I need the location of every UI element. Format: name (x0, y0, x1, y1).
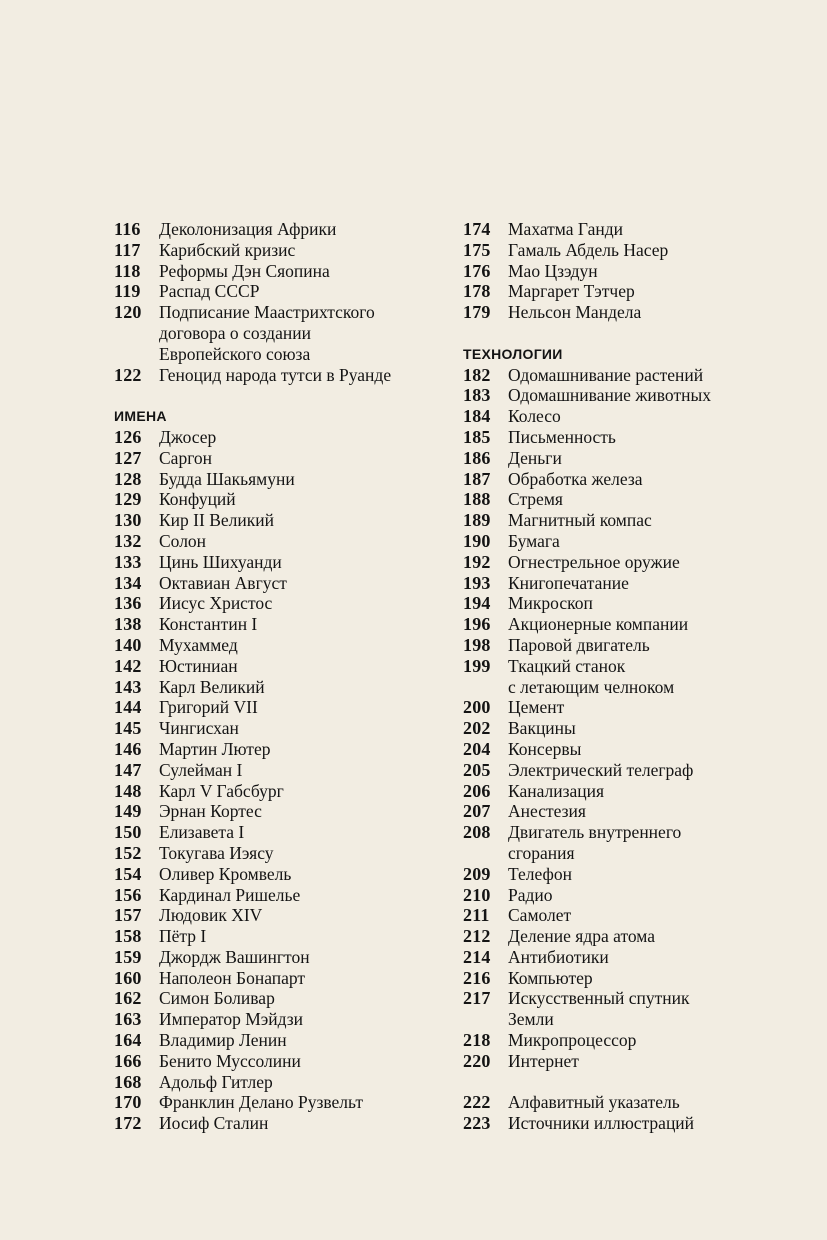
entry-title: Елизавета I (159, 822, 245, 843)
toc-entry (463, 281, 813, 302)
toc-entry (114, 614, 444, 635)
page-number: 216 (463, 967, 491, 988)
entry-title: Деколонизация Африки (159, 219, 337, 239)
toc-list-names (114, 427, 444, 1134)
page-number: 149 (114, 801, 142, 822)
entry-title: Кардинал Ришелье (159, 884, 301, 905)
entry-title: Радио (508, 884, 553, 905)
page-number: 126 (114, 426, 142, 447)
entry-title: Анестезия (508, 801, 586, 822)
section-heading-technologies: ТЕХНОЛОГИИ (463, 345, 563, 362)
entry-title: Махатма Ганди (508, 219, 623, 239)
entry-title: Токугава Иэясу (159, 842, 274, 863)
page-number: 163 (114, 1009, 142, 1030)
page-number: 156 (114, 884, 142, 905)
toc-entry (114, 1051, 444, 1072)
entry-title: Владимир Ленин (159, 1030, 287, 1051)
page-number: 158 (114, 926, 142, 947)
toc-entry (463, 1051, 813, 1072)
page-number: 222 (463, 1092, 491, 1113)
toc-entry (114, 760, 444, 781)
toc-entry (114, 1072, 444, 1093)
toc-entry (114, 1030, 444, 1051)
page-number: 144 (114, 697, 142, 718)
toc-list-names-continued (463, 219, 813, 323)
page-number: 146 (114, 738, 142, 759)
toc-entry (463, 864, 813, 885)
entry-title: Деньги (508, 447, 562, 468)
entry-title: Карибский кризис (159, 239, 296, 260)
toc-entry (463, 219, 813, 240)
toc-entry (114, 635, 444, 656)
entry-title: Сулейман I (159, 759, 243, 780)
entry-title: Микроскоп (508, 593, 593, 614)
entry-title: Распад СССР (159, 281, 260, 302)
page-number: 117 (114, 239, 141, 260)
entry-title: Геноцид народа тутси в Руанде (159, 364, 392, 385)
entry-title: Ткацкий станок с летающим челноком (508, 655, 675, 697)
page-number: 187 (463, 468, 491, 489)
toc-entry (463, 365, 813, 386)
page-number: 159 (114, 946, 142, 967)
page-number: 185 (463, 426, 491, 447)
entry-title: Иосиф Сталин (159, 1113, 269, 1134)
page-number: 136 (114, 593, 142, 614)
entry-title: Мартин Лютер (159, 738, 271, 759)
page-number: 152 (114, 842, 142, 863)
toc-entry (463, 469, 813, 490)
entry-title: Реформы Дэн Сяопина (159, 260, 330, 281)
page-number: 220 (463, 1050, 491, 1071)
toc-entry (463, 718, 813, 739)
entry-title: Стремя (508, 489, 563, 510)
entry-title: Чингисхан (159, 718, 239, 739)
toc-entry (463, 573, 813, 594)
entry-title: Октавиан Август (159, 572, 287, 593)
toc-entry (114, 1009, 444, 1030)
page-number: 175 (463, 239, 491, 260)
toc-entry (463, 801, 813, 822)
page-number: 204 (463, 738, 491, 759)
toc-entry (463, 406, 813, 427)
toc-list-technologies (463, 365, 813, 1072)
toc-entry (463, 885, 813, 906)
entry-title: Цинь Шихуанди (159, 551, 282, 572)
toc-entry (463, 1030, 813, 1051)
entry-title: Вакцины (508, 718, 576, 739)
entry-title: Магнитный компас (508, 510, 652, 531)
entry-title: Саргон (159, 447, 213, 468)
toc-entry (114, 281, 444, 302)
entry-title: Цемент (508, 697, 565, 718)
toc-entry (463, 1113, 813, 1134)
page-number: 129 (114, 489, 142, 510)
toc-entry (463, 531, 813, 552)
page-number: 217 (463, 988, 491, 1009)
toc-entry (463, 448, 813, 469)
entry-title: Алфавитный указатель (508, 1092, 680, 1113)
page-number: 208 (463, 822, 491, 843)
entry-title: Акционерные компании (508, 614, 689, 635)
page-number: 196 (463, 614, 491, 635)
toc-entry (114, 739, 444, 760)
entry-title: Паровой двигатель (508, 634, 650, 655)
entry-title: Карл V Габсбург (159, 780, 284, 801)
entry-title: Конфуций (159, 489, 236, 510)
page-number: 133 (114, 551, 142, 572)
page-number: 148 (114, 780, 142, 801)
entry-title: Одомашнивание растений (508, 364, 704, 385)
page-number: 160 (114, 967, 142, 988)
page-number: 183 (463, 385, 491, 406)
entry-title: Император Мэйдзи (159, 1009, 304, 1030)
entry-title: Консервы (508, 738, 582, 759)
toc-entry (114, 365, 444, 386)
toc-entry (463, 968, 813, 989)
entry-title: Людовик XIV (159, 905, 263, 926)
entry-title: Эрнан Кортес (159, 801, 262, 822)
section-spacer (463, 1072, 813, 1093)
toc-entry (114, 489, 444, 510)
entry-title: Иисус Христос (159, 593, 273, 614)
page-number: 120 (114, 302, 142, 323)
toc-entry (463, 593, 813, 614)
toc-entry (463, 552, 813, 573)
toc-entry (463, 489, 813, 510)
page-number: 218 (463, 1030, 491, 1051)
page-number: 157 (114, 905, 142, 926)
entry-title: Электрический телеграф (508, 759, 694, 780)
page-number: 143 (114, 676, 142, 697)
page-number: 168 (114, 1071, 142, 1092)
page-number: 223 (463, 1113, 491, 1134)
toc-entry (463, 697, 813, 718)
entry-title: Канализация (508, 780, 605, 801)
section-spacer (114, 385, 444, 406)
entry-title: Бумага (508, 530, 560, 551)
toc-entry (463, 427, 813, 448)
entry-title: Книгопечатание (508, 572, 629, 593)
page-number: 116 (114, 219, 141, 239)
toc-entry (114, 261, 444, 282)
page-number: 189 (463, 510, 491, 531)
toc-entry (114, 926, 444, 947)
page-number: 138 (114, 614, 142, 635)
page-number: 194 (463, 593, 491, 614)
toc-entry (463, 240, 813, 261)
entry-title: Симон Боливар (159, 988, 275, 1009)
page-number: 134 (114, 572, 142, 593)
page-number: 190 (463, 530, 491, 551)
toc-entry (463, 510, 813, 531)
page-number: 192 (463, 551, 491, 572)
page-number: 205 (463, 759, 491, 780)
entry-title: Франклин Делано Рузвельт (159, 1092, 363, 1113)
page-number: 184 (463, 406, 491, 427)
toc-entry (114, 593, 444, 614)
entry-title: Самолет (508, 905, 572, 926)
entry-title: Маргарет Тэтчер (508, 281, 635, 302)
page-number: 186 (463, 447, 491, 468)
entry-title: Одомашнивание животных (508, 385, 711, 406)
toc-entry (114, 302, 444, 364)
toc-entry (463, 926, 813, 947)
page-number: 211 (463, 905, 490, 926)
toc-entry (463, 988, 813, 1030)
toc-entry (114, 469, 444, 490)
toc-right-column (463, 219, 813, 1134)
toc-entry (114, 697, 444, 718)
entry-title: Микропроцессор (508, 1030, 637, 1051)
toc-entry (114, 718, 444, 739)
page-number: 142 (114, 655, 142, 676)
toc-entry (114, 240, 444, 261)
entry-title: Юстиниан (159, 655, 238, 676)
page-number: 214 (463, 946, 491, 967)
page-number: 130 (114, 510, 142, 531)
page-number: 132 (114, 530, 142, 551)
toc-entry (114, 531, 444, 552)
toc-entry (114, 427, 444, 448)
entry-title: Джосер (159, 426, 217, 447)
page-number: 147 (114, 759, 142, 780)
toc-entry (463, 947, 813, 968)
toc-entry (463, 781, 813, 802)
toc-entry (463, 635, 813, 656)
page-number: 162 (114, 988, 142, 1009)
page-number: 202 (463, 718, 491, 739)
toc-entry (114, 573, 444, 594)
toc-entry (463, 822, 813, 864)
page-number: 199 (463, 655, 491, 676)
page-number: 212 (463, 926, 491, 947)
page-number: 122 (114, 364, 142, 385)
entry-title: Мухаммед (159, 634, 238, 655)
page-number: 207 (463, 801, 491, 822)
entry-title: Константин I (159, 614, 258, 635)
toc-entry (114, 1092, 444, 1113)
entry-title: Компьютер (508, 967, 593, 988)
toc-entry (114, 656, 444, 677)
toc-entry (114, 448, 444, 469)
entry-title: Кир II Великий (159, 510, 274, 531)
section-spacer (463, 323, 813, 344)
page-number: 200 (463, 697, 491, 718)
toc-entry (114, 885, 444, 906)
toc-left-column (114, 219, 444, 1134)
toc-list-back-matter (463, 1092, 813, 1134)
entry-title: Оливер Кромвель (159, 863, 292, 884)
entry-title: Телефон (508, 863, 572, 884)
page-number: 172 (114, 1113, 142, 1134)
toc-entry (463, 261, 813, 282)
entry-title: Григорий VII (159, 697, 258, 718)
toc-entry (114, 864, 444, 885)
page-number: 119 (114, 281, 141, 302)
page-number: 206 (463, 780, 491, 801)
entry-title: Двигатель внутреннего сгорания (508, 822, 682, 863)
toc-entry (114, 988, 444, 1009)
entry-title: Карл Великий (159, 676, 265, 697)
entry-title: Письменность (508, 426, 616, 447)
entry-title: Деление ядра атома (508, 926, 656, 947)
toc-entry (463, 385, 813, 406)
entry-title: Антибиотики (508, 946, 609, 967)
page-number: 170 (114, 1092, 142, 1113)
toc-entry (114, 219, 444, 240)
entry-title: Бенито Муссолини (159, 1050, 301, 1071)
toc-entry (463, 760, 813, 781)
page-number: 176 (463, 260, 491, 281)
page-number: 193 (463, 572, 491, 593)
page-number: 127 (114, 447, 142, 468)
entry-title: Интернет (508, 1050, 579, 1071)
page-number: 166 (114, 1050, 142, 1071)
entry-title: Солон (159, 530, 207, 551)
page-number: 182 (463, 364, 491, 385)
page-number: 210 (463, 884, 491, 905)
page-number: 209 (463, 863, 491, 884)
entry-title: Колесо (508, 406, 561, 427)
toc-list-top (114, 219, 444, 385)
entry-title: Гамаль Абдель Насер (508, 239, 669, 260)
entry-title: Адольф Гитлер (159, 1071, 273, 1092)
entry-title: Пётр I (159, 926, 207, 947)
page-number: 140 (114, 634, 142, 655)
toc-entry (114, 968, 444, 989)
page-number: 128 (114, 468, 142, 489)
toc-entry (114, 552, 444, 573)
page-number: 179 (463, 302, 491, 323)
page-number: 178 (463, 281, 491, 302)
entry-title: Подписание Маастрихтского договора о создании Европейского союза (159, 302, 375, 364)
entry-title: Источники иллюстраций (508, 1113, 695, 1134)
toc-entry (114, 510, 444, 531)
toc-entry (114, 801, 444, 822)
toc-entry (463, 1092, 813, 1113)
toc-entry (114, 822, 444, 843)
toc-entry (114, 947, 444, 968)
page-number: 150 (114, 822, 142, 843)
toc-entry (114, 905, 444, 926)
page-number: 164 (114, 1030, 142, 1051)
entry-title: Будда Шакьямуни (159, 468, 295, 489)
page-number: 154 (114, 863, 142, 884)
page-number: 188 (463, 489, 491, 510)
page-number: 118 (114, 260, 141, 281)
toc-entry (114, 843, 444, 864)
page-number: 145 (114, 718, 142, 739)
toc-entry (463, 739, 813, 760)
entry-title: Наполеон Бонапарт (159, 967, 306, 988)
entry-title: Джордж Вашингтон (159, 946, 310, 967)
entry-title: Мао Цзэдун (508, 260, 598, 281)
toc-entry (114, 1113, 444, 1134)
entry-title: Огнестрельное оружие (508, 551, 680, 572)
section-heading-names: ИМЕНА (114, 408, 167, 425)
toc-entry (114, 677, 444, 698)
entry-title: Обработка железа (508, 468, 643, 489)
toc-entry (463, 614, 813, 635)
toc-entry (463, 656, 813, 698)
page-number: 198 (463, 634, 491, 655)
toc-entry (463, 302, 813, 323)
entry-title: Искусственный спутник Земли (508, 988, 690, 1030)
entry-title: Нельсон Мандела (508, 302, 642, 323)
toc-entry (463, 905, 813, 926)
page-number: 174 (463, 219, 491, 239)
toc-entry (114, 781, 444, 802)
